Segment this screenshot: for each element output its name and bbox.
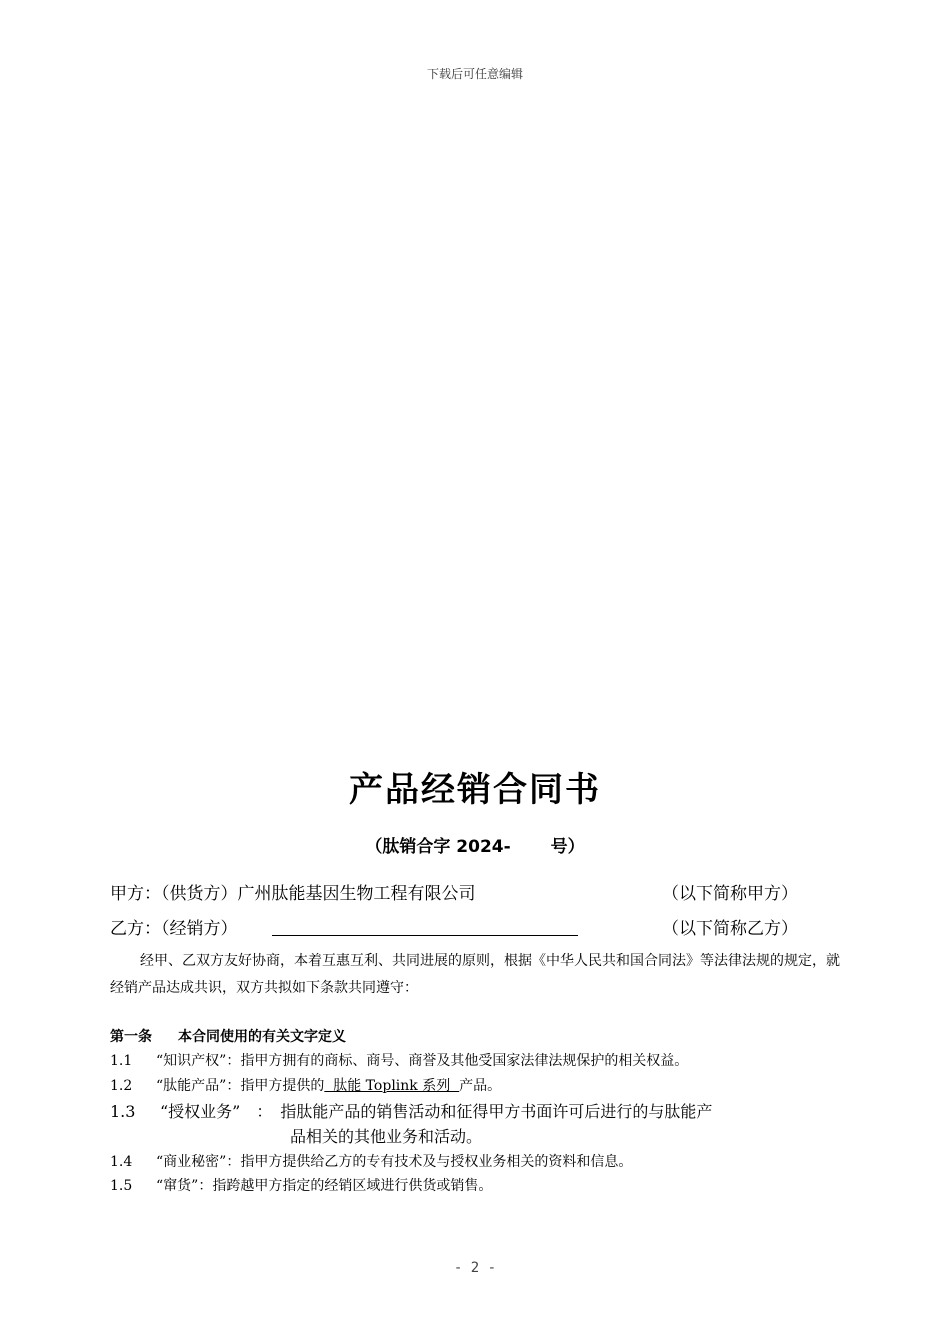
- header-note: 下载后可任意编辑: [426, 67, 523, 81]
- clause-1-5: [110, 1175, 492, 1195]
- clause-1-3: [110, 1099, 712, 1122]
- clause-number: 1.1: [110, 1053, 133, 1069]
- clause-1-4: [110, 1151, 632, 1171]
- party-a-label: 甲方：（供货方）广州肽能基因生物工程有限公司: [110, 884, 476, 904]
- article-1-heading: [110, 1026, 346, 1046]
- party-a-abbreviation: （以下简称甲方）: [662, 884, 798, 904]
- clause-number: 1.3: [110, 1102, 136, 1121]
- clause-text: “授权业务” ： 指肽能产品的销售活动和征得甲方书面许可后进行的与肽能产: [160, 1102, 713, 1121]
- product-series-underlined: 肽能 Toplink 系列: [324, 1078, 460, 1094]
- clause-text-after: 产品。: [459, 1078, 502, 1094]
- contract-number: （肽销合字 2024- 号）: [365, 837, 585, 857]
- document-title: 产品经销合同书: [349, 770, 601, 810]
- clause-text: “窜货”：指跨越甲方指定的经销区域进行供货或销售。: [156, 1178, 493, 1194]
- clause-number: 1.5: [110, 1178, 133, 1194]
- preamble-paragraph: 经甲、乙双方友好协商，本着互惠互利、共同进展的原则，根据《中华人民共和国合同法》等法律法规的规定，就经销产品达成共识，双方共拟如下条款共同遵守：: [110, 953, 840, 996]
- clause-text: “商业秘密”：指甲方提供给乙方的专有技术及与授权业务相关的资料和信息。: [156, 1154, 633, 1170]
- party-b-label: 乙方：（经销方）: [110, 919, 238, 939]
- page-number: - 2 -: [453, 1260, 497, 1276]
- clause-text: “肽能产品”：指甲方提供的: [156, 1078, 325, 1094]
- clause-1-2: [110, 1075, 501, 1095]
- clause-1-3-continuation: 品相关的其他业务和活动。: [290, 1127, 483, 1146]
- party-b-name-blank[interactable]: [272, 915, 578, 936]
- clause-number: 1.2: [110, 1078, 133, 1094]
- party-b-abbreviation: （以下简称乙方）: [662, 919, 798, 939]
- clause-text: “知识产权”：指甲方拥有的商标、商号、商誉及其他受国家法律法规保护的相关权益。: [156, 1053, 689, 1069]
- clause-1-1: [110, 1050, 688, 1070]
- article-1-number: 第一条: [110, 1029, 152, 1045]
- clause-number: 1.4: [110, 1154, 133, 1170]
- article-1-title: 本合同使用的有关文字定义: [178, 1029, 346, 1045]
